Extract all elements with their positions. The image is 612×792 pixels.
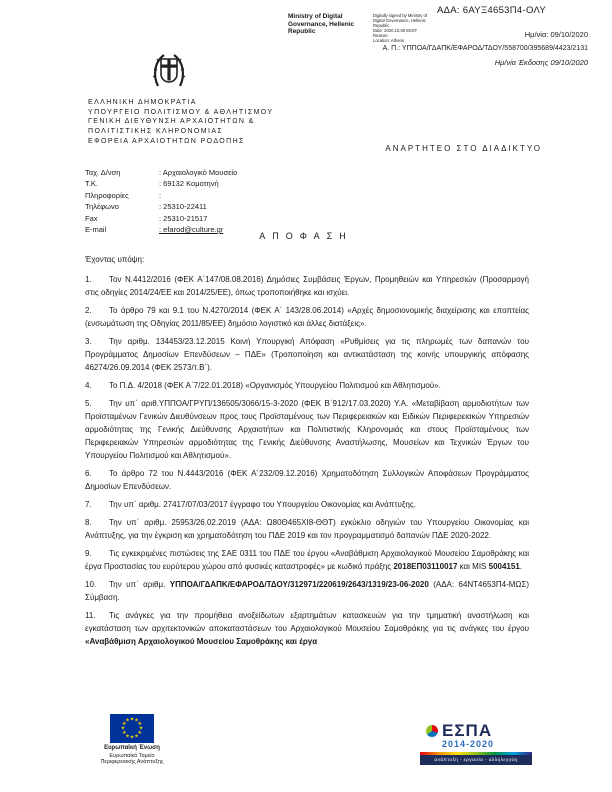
item-number: 7. xyxy=(85,500,92,509)
item-text: Την υπ΄ αριθ.ΥΠΠΟΑ/ΓΡΥΠ/136505/3066/15-3-2020 (ΦΕΚ Β΄912/17.03.2020) Υ.Α. «Μεταβίβαση αρμοδιοτήτων των Προϊσταμένων Γενικών Διευθύνσεων προς τους Προϊσταμένους των Περιφερειακών και Ειδικών Περιφερειακών Υπηρεσιών αρμοδιότητας της Γενικής Διεύθυνσης Αρχαιοτήτων και Πολιτιστικής Κληρονομιάς και στους Προϊσταμένους των Περιφερειακών Υπηρεσιών αρμοδιότητας της Γενικής Διεύθυνσης Αναστήλωσης, Μουσείων και Τεχνικών Έργων του Υπουργείου Πολιτισμού και Αθλητισμού». xyxy=(85,399,529,460)
espa-name: ΕΣΠΑ xyxy=(442,721,493,740)
signature-detail-line: Location: Athens xyxy=(373,38,404,43)
item-text: Το άρθρο 72 του Ν.4443/2016 (ΦΕΚ Α΄232/09.12.2016) Χρηματοδότηση Συλλογικών Αποφάσεων Προγράμματος Δημοσίων Επενδύσεων. xyxy=(85,469,529,491)
contact-row xyxy=(85,167,237,178)
list-item xyxy=(85,467,529,493)
list-item xyxy=(85,609,529,648)
svg-text:★: ★ xyxy=(134,733,139,740)
item-text: Το άρθρο 79 και 9.1 του Ν.4270/2014 (ΦΕΚ Α΄ 143/28.06.2014) «Αρχές δημοσιονομικής διαχείρισης και εποπτείας (ενσωμάτωση της Οδηγίας 2011/85/ΕΕ) δημόσιο λογιστικό και άλλες διατάξεις». xyxy=(85,306,529,328)
letterhead-line: ΥΠΟΥΡΓΕΙΟ ΠΟΛΙΤΙΣΜΟΥ & ΑΘΛΗΤΙΣΜΟΥ xyxy=(88,108,274,116)
item-number: 6. xyxy=(85,469,92,478)
espa-years: 2014-2020 xyxy=(442,739,495,749)
item-text: Το Π.Δ. 4/2018 (ΦΕΚ Α΄7/22.01.2018) «Οργανισμός Υπουργείου Πολιτισμού και Αθλητισμού». xyxy=(109,381,441,390)
svg-text:★: ★ xyxy=(121,721,127,727)
espa-emblem-icon xyxy=(426,725,438,737)
svg-text:★: ★ xyxy=(129,716,135,723)
signature-detail-line: Republic xyxy=(373,23,390,28)
item-number: 4. xyxy=(85,381,92,390)
anartiteo-label: ΑΝΑΡΤΗΤΕΟ ΣΤΟ ΔΙΑΔΙΚΤΥΟ xyxy=(385,144,542,153)
item-number: 8. xyxy=(85,518,92,527)
espa-motto: ανάπτυξη - εργασία - αλληλεγγύη xyxy=(420,755,532,765)
item-text: Την υπ΄ αριθμ. 25953/26.02.2019 (ΑΔΑ: Ω80Θ465ΧΙ8-ΘΘΤ) εγκύκλιο οδηγιών του Υπουργείου Οικονομίας και Ανάπτυξης, για την έγκριση και χρηματοδότηση του ΠΔΕ 2019 και τον προγραμματισμό δαπανών ΠΔΕ 2020-2022. xyxy=(85,518,529,540)
contact-label: Τ.Κ. xyxy=(85,179,98,189)
item-number: 9. xyxy=(85,549,92,558)
contact-label: Τηλέφωνο xyxy=(85,202,119,212)
letterhead-line: ΠΟΛΙΤΙΣΤΙΚΗΣ ΚΛΗΡΟΝΟΜΙΑΣ xyxy=(88,128,224,136)
svg-text:★: ★ xyxy=(125,733,130,740)
issue-date: Ημ/νία Έκδοσης 09/10/2020 xyxy=(494,58,588,67)
item-text: Την υπ΄ αριθμ. 27417/07/03/2017 έγγραφο του Υπουργείου Οικονομίας και Ανάπτυξης. xyxy=(109,500,416,509)
contact-block xyxy=(85,167,237,235)
signature-detail-line: Reason: xyxy=(373,33,389,38)
contact-row xyxy=(85,190,237,201)
svg-text:★: ★ xyxy=(129,734,135,741)
list-item xyxy=(85,547,529,573)
contact-label: E-mail xyxy=(85,225,107,235)
item-text: Την υπ΄ αριθμ. ΥΠΠΟΑ/ΓΔΑΠΚ/ΕΦΑΡΟΔ/ΤΔΟΥ/312971/220619/2643/1319/23-06-2020 (ΑΔΑ: 64ΝΤ4653Π4-ΜΩΣ) Σύμβαση. xyxy=(85,580,529,602)
contact-value: : 69132 Κομοτηνή xyxy=(159,179,219,189)
svg-text:★: ★ xyxy=(138,725,144,732)
letterhead xyxy=(88,98,274,147)
list-item xyxy=(85,397,529,462)
eu-flag-icon xyxy=(110,714,154,743)
hellenic-republic-emblem-icon xyxy=(151,50,187,101)
svg-text:★: ★ xyxy=(125,717,130,724)
contact-value: : xyxy=(159,190,162,200)
signature-detail-line: Digital Governance, Hellenic xyxy=(373,18,426,23)
svg-text:★: ★ xyxy=(137,730,143,736)
contact-label: Πληροφορίες xyxy=(85,190,129,200)
espa-logo xyxy=(420,722,532,765)
item-text: Την αριθμ. 134453/23.12.2015 Κοινή Υπουργική Απόφαση «Ρυθμίσεις για τις πληρωμές των δαπανών του Προγράμματος Δημοσίων Επενδύσεων – ΠΔΕ» (Τροποποίηση και αντικατάσταση της κοινής υπουργικής απόφασης 46274/26.09.2014 (ΦΕΚ 2573/τ.Β΄). xyxy=(85,337,529,372)
signature-authority: Ministry of Digital Governance, Hellenic Republic xyxy=(288,13,355,36)
protocol-number: Α. Π.: ΥΠΠΟΑ/ΓΔΑΠΚ/ΕΦΑΡΟΔ/ΤΔΟΥ/558700/395689/4423/2131 xyxy=(382,45,588,52)
eu-label-line1: Ευρωπαϊκή Ένωση xyxy=(104,745,160,751)
item-number: 5. xyxy=(85,399,92,408)
email-link[interactable]: : efarod@culture.gr xyxy=(159,225,224,235)
contact-value: : 25310-21517 xyxy=(159,213,208,223)
letterhead-line: ΕΦΟΡΕΙΑ ΑΡΧΑΙΟΤΗΤΩΝ ΡΟΔΟΠΗΣ xyxy=(88,137,245,145)
contact-row xyxy=(85,178,237,189)
eu-label-line2: Ευρωπαϊκό Ταμείο xyxy=(109,752,155,759)
eu-label-line3: Περιφερειακής Ανάπτυξης xyxy=(100,759,164,766)
eu-funding-logo xyxy=(95,714,169,766)
contact-row xyxy=(85,213,237,224)
list-item xyxy=(85,304,529,330)
list-item xyxy=(85,516,529,542)
protocol-block xyxy=(383,30,588,67)
item-text: Τις ανάγκες για την προμήθεια ανοξείδωτων εξαρτημάτων κατασκευών για την τμηματική αναστήλωση και εγκατάσταση των αρχιτεκτονικών αποκαταστάσεων του Αρχαιολογικού Μουσείου Σαμοθράκης για τις ανάγκες του έργου «Αναβάθμιση Αρχαιολογικού Μουσείου Σαμοθράκης και έργα xyxy=(85,611,529,646)
list-item xyxy=(85,379,529,392)
considerations-list xyxy=(85,273,529,653)
contact-row xyxy=(85,201,237,212)
svg-text:★: ★ xyxy=(134,717,139,724)
item-number: 11. xyxy=(85,611,96,620)
letterhead-line: ΓΕΝΙΚΗ ΔΙΕΥΘΥΝΣΗ ΑΡΧΑΙΟΤΗΤΩΝ & xyxy=(88,118,255,126)
contact-value: : 25310-22411 xyxy=(159,202,207,212)
contact-label: Fax xyxy=(85,213,98,223)
decision-title: ΑΠΟΦΑΣΗ xyxy=(259,231,353,241)
letterhead-line: ΕΛΛΗΝΙΚΗ ΔΗΜΟΚΡΑΤΙΑ xyxy=(88,99,197,106)
item-number: 1. xyxy=(85,275,92,284)
list-item xyxy=(85,578,529,604)
ada-code: ΑΔΑ: 6ΑΥΞ4653Π4-ΟΛΥ xyxy=(437,5,547,16)
list-item xyxy=(85,273,529,299)
contact-label: Ταχ. Δ/νση xyxy=(85,168,121,177)
item-number: 10. xyxy=(85,580,97,589)
item-text: Τις εγκεκριμένες πιστώσεις της ΣΑΕ 0311 του ΠΔΕ του έργου «Αναβάθμιση Αρχαιολογικού Μουσείου Σαμοθράκης και έργα Προστασίας του ευρύτερου χώρου από φυσικές καταστροφές» με κωδικό πράξης 2018ΕΠ03110017 και MIS 5004151. xyxy=(85,549,529,571)
decision-intro: Έχοντας υπόψη: xyxy=(85,255,145,264)
list-item xyxy=(85,498,529,511)
item-text: Τον Ν.4412/2016 (ΦΕΚ Α΄147/08.08.2016) Δημόσιες Συμβάσεις Έργων, Προμηθειών και Υπηρεσιών (Προσαρμογή στις οδηγίες 2014/24/ΕΕ και 2014/25/ΕΕ), όπως τροποποιήθηκε και ισχύει. xyxy=(85,275,529,297)
signature-detail-line: Digitally signed by Ministry of xyxy=(373,13,427,18)
svg-text:★: ★ xyxy=(120,725,126,732)
svg-text:★: ★ xyxy=(137,721,143,727)
document-date: Ημ/νία: 09/10/2020 xyxy=(524,30,588,39)
item-number: 2. xyxy=(85,306,92,315)
contact-value: : Αρχαιολογικό Μουσείο xyxy=(159,168,238,177)
list-item xyxy=(85,335,529,374)
signature-detail-line: Date: 2020.10.09 EEST xyxy=(373,28,418,33)
item-number: 3. xyxy=(85,337,92,346)
svg-text:★: ★ xyxy=(121,730,127,736)
